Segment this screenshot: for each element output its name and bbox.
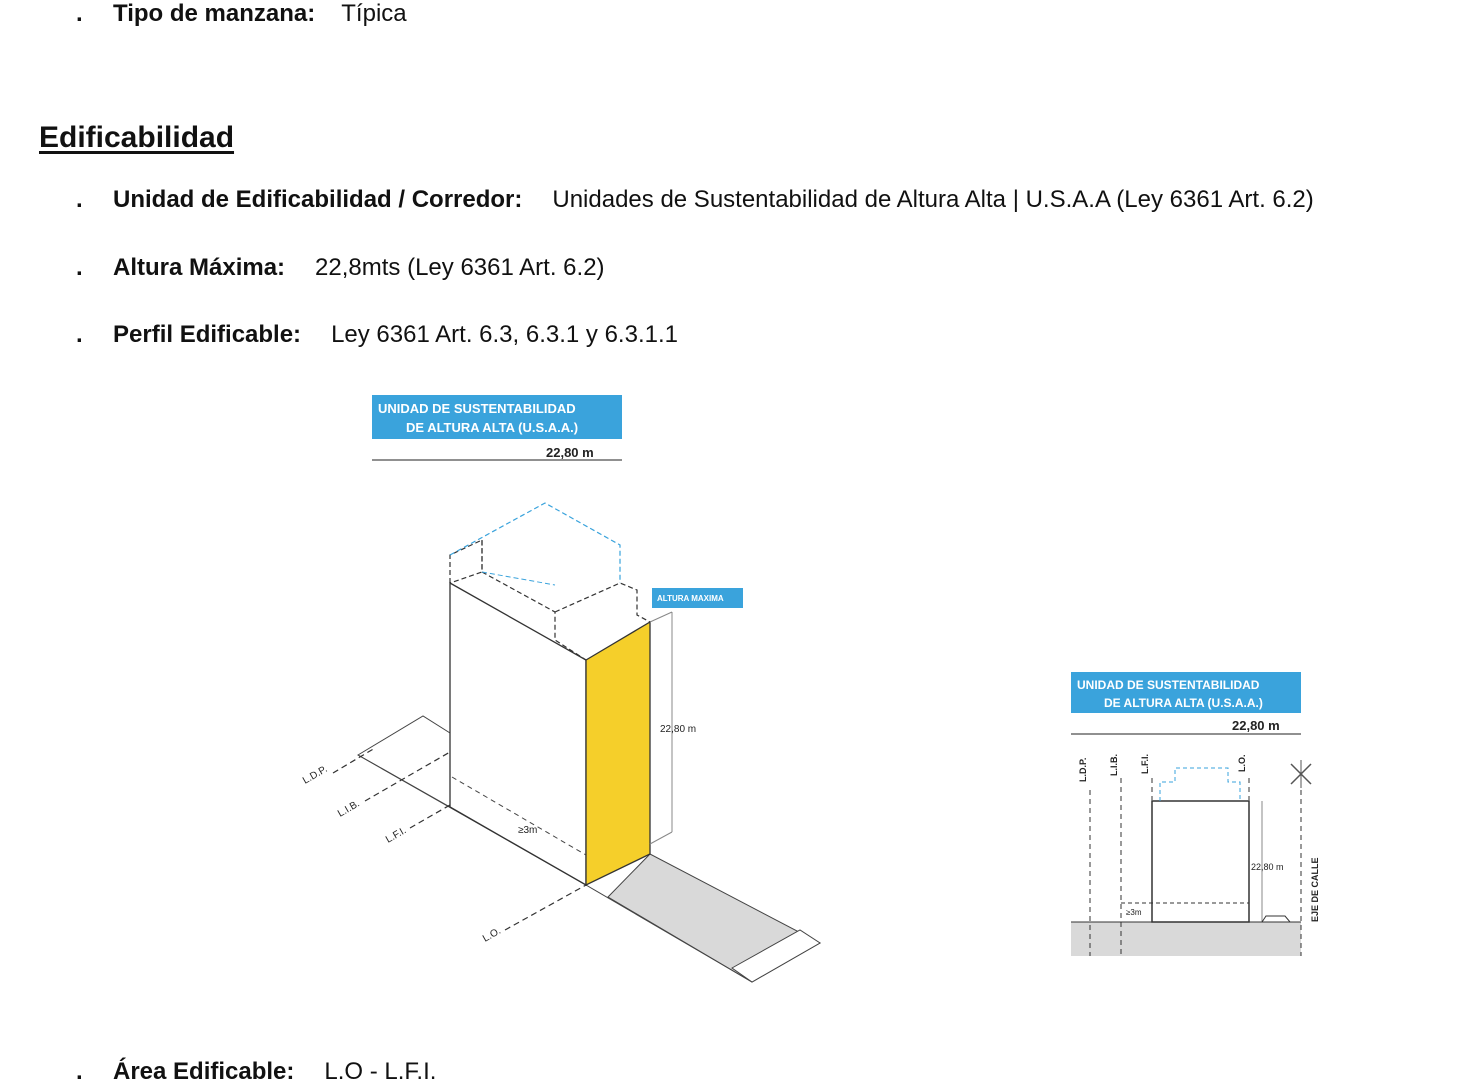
curb-section [1249, 916, 1301, 922]
setback-section [1160, 768, 1240, 801]
dim-depth: ≥3m [518, 825, 538, 836]
label-tipo-manzana: Tipo de manzana: [113, 0, 316, 27]
label-perfil-edificable: Perfil Edificable: [113, 321, 302, 348]
eje-label: EJE DE CALLE [1310, 857, 1320, 922]
sidewalk [608, 854, 820, 982]
value-tipo-manzana: Típica [341, 0, 407, 27]
dim-height-right: 22,80 m [1251, 862, 1284, 872]
section-diagram [1071, 672, 1320, 956]
height-dim-top [650, 612, 672, 622]
bullet: . [76, 321, 83, 348]
usaa-tag-height: 22,80 m [546, 445, 594, 460]
lo-right-label: L.O. [1237, 754, 1247, 772]
lo-label: L.O. [481, 925, 503, 945]
usaa-tag-line1: UNIDAD DE SUSTENTABILIDAD [378, 401, 576, 416]
lfi-right-label: L.F.I. [1140, 754, 1150, 774]
lfi-line [410, 805, 450, 828]
ground-section [1071, 922, 1301, 956]
setback-step [555, 583, 650, 622]
isometric-diagram [301, 395, 820, 982]
lo-line [505, 885, 586, 930]
ldp-label: L.D.P. [301, 763, 330, 787]
usaa-tag-line2: DE ALTURA ALTA (U.S.A.A.) [406, 420, 579, 435]
building-facade-yellow [586, 622, 650, 885]
ldp-right-label: L.D.P. [1078, 757, 1088, 782]
value-altura-maxima: 22,8mts (Ley 6361 Art. 6.2) [315, 254, 605, 281]
bullet: . [76, 1058, 83, 1085]
value-unidad-edificabilidad: Unidades de Sustentabilidad de Altura Alta | U.S.A.A (Ley 6361 Art. 6.2) [552, 186, 1314, 213]
bullet: . [76, 254, 83, 281]
usaa-tag-right-line2: DE ALTURA ALTA (U.S.A.A.) [1104, 696, 1263, 710]
rear-lot [358, 716, 450, 807]
label-altura-maxima: Altura Máxima: [113, 254, 286, 281]
height-dim-bottom [650, 832, 672, 844]
value-area-edificable: L.O - L.F.I. [324, 1058, 437, 1085]
label-area-edificable: Área Edificable: [113, 1058, 295, 1085]
usaa-tag-right-height: 22,80 m [1232, 718, 1280, 733]
lib-label: L.I.B. [336, 798, 362, 820]
label-unidad-edificabilidad: Unidad de Edificabilidad / Corredor: [113, 186, 523, 213]
dim-depth-right: ≥3m [1126, 908, 1142, 917]
bullet: . [76, 0, 83, 27]
bullet: . [76, 186, 83, 213]
usaa-tag-right-line1: UNIDAD DE SUSTENTABILIDAD [1077, 678, 1260, 692]
lib-right-label: L.I.B. [1109, 754, 1119, 776]
building-section [1152, 801, 1249, 922]
section-title-edificabilidad: Edificabilidad [39, 121, 235, 154]
lfi-label: L.F.I. [384, 825, 409, 846]
building-side-face [450, 583, 586, 885]
value-perfil-edificable: Ley 6361 Art. 6.3, 6.3.1 y 6.3.1.1 [331, 321, 678, 348]
dim-height: 22,80 m [660, 724, 697, 735]
altura-tag-label: ALTURA MAXIMA [657, 594, 724, 603]
